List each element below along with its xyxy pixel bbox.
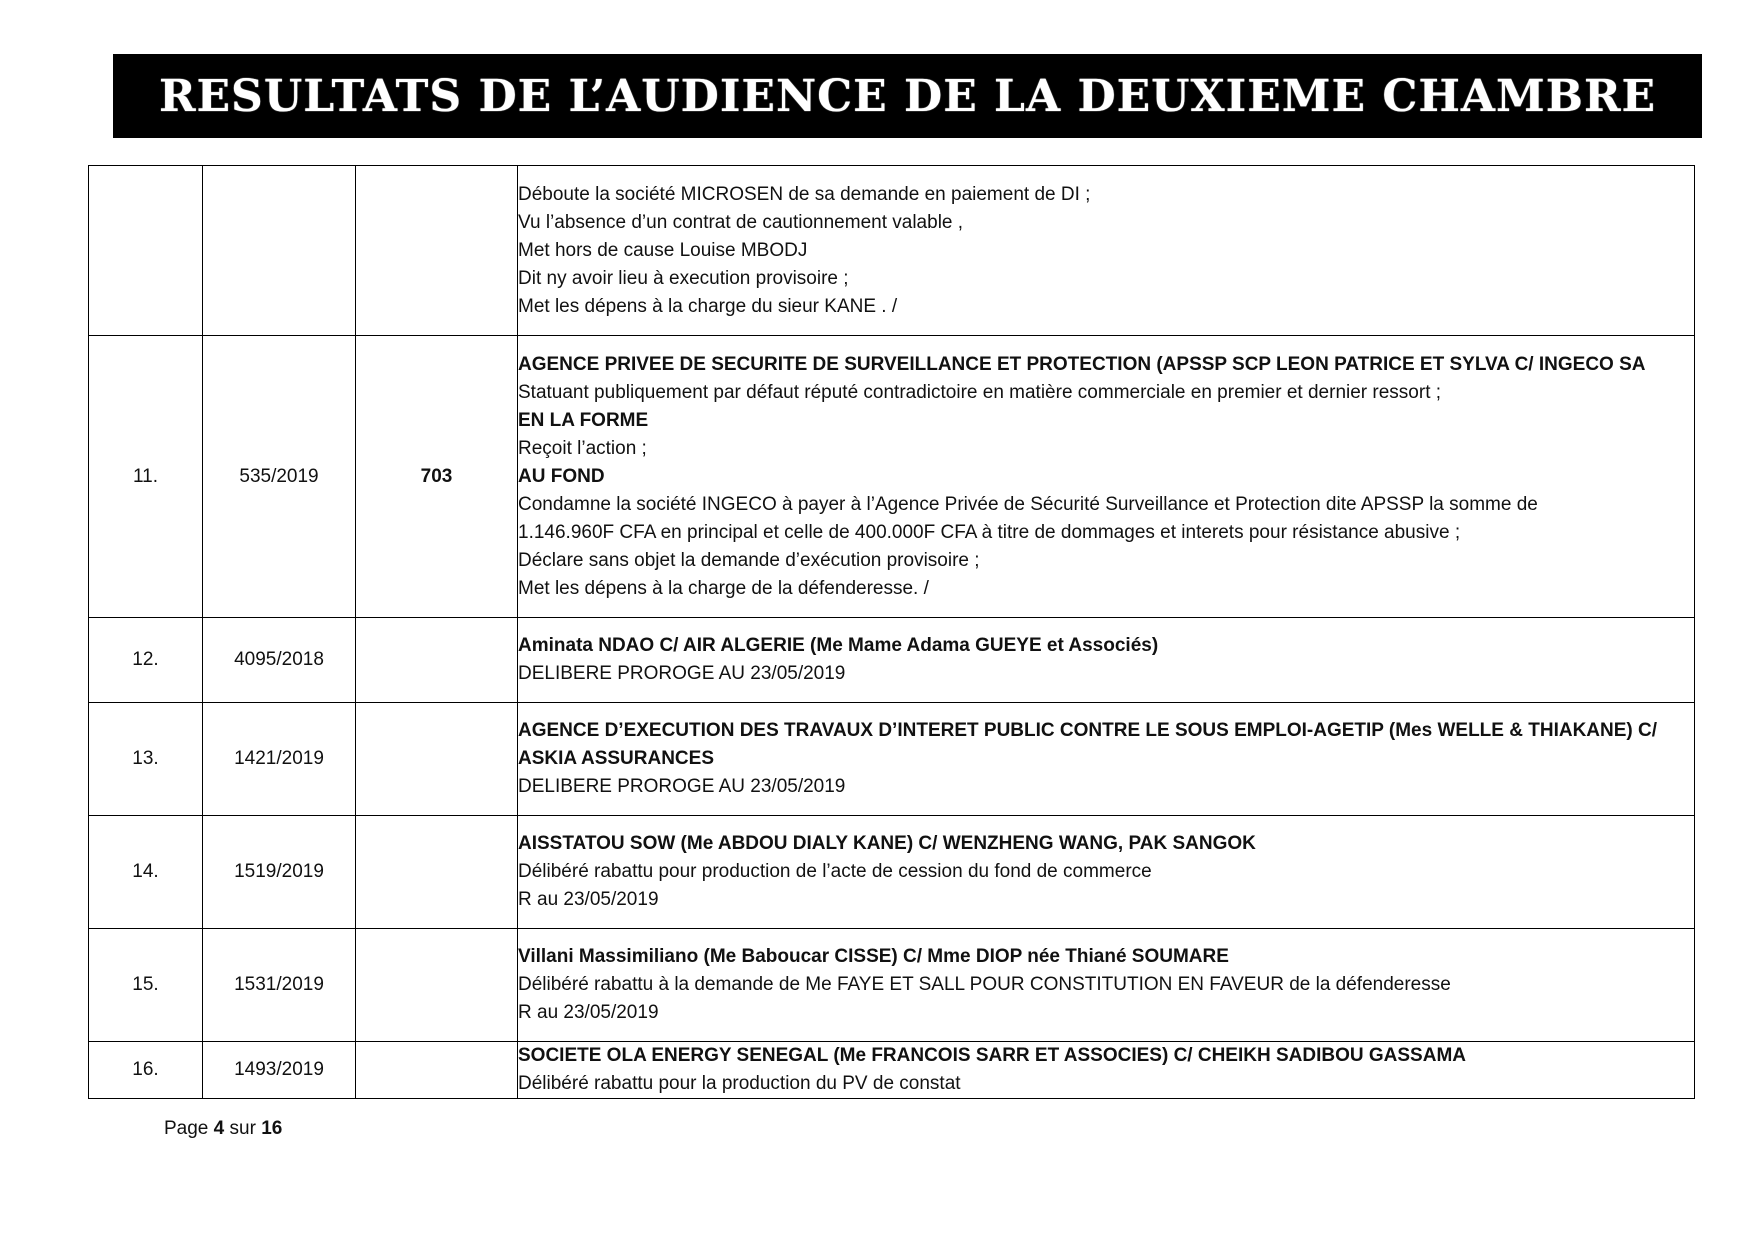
decision-number — [356, 929, 518, 1042]
detail-line: Reçoit l’action ; — [518, 437, 647, 459]
case-reference: 1531/2019 — [203, 929, 356, 1042]
results-table — [88, 165, 1695, 1099]
page-title: RESULTATS DE L’AUDIENCE DE LA DEUXIEME CHAMBRE — [158, 70, 1657, 122]
case-details — [518, 816, 1695, 929]
case-parties: ASKIA ASSURANCES — [518, 748, 715, 769]
row-number: 12. — [89, 618, 203, 703]
row-number — [89, 166, 203, 336]
title-banner — [113, 54, 1702, 138]
detail-line: DELIBERE PROROGE AU 23/05/2019 — [518, 776, 846, 797]
table-row — [89, 166, 1695, 336]
detail-line: Dit ny avoir lieu à execution provisoire ; — [518, 267, 849, 289]
detail-line: Délibéré rabattu pour production de l’acte de cession du fond de commerce — [518, 861, 1152, 882]
decision-number — [356, 166, 518, 336]
case-reference: 535/2019 — [203, 336, 356, 618]
table-row — [89, 1042, 1695, 1099]
case-details — [518, 336, 1695, 618]
detail-line: 1.146.960F CFA en principal et celle de 400.000F CFA à titre de dommages et interets pour résistance abusive ; — [518, 521, 1461, 543]
page-prefix: Page — [164, 1118, 209, 1139]
detail-line: Délibéré rabattu pour la production du PV de constat — [518, 1073, 961, 1094]
case-parties: AGENCE D’EXECUTION DES TRAVAUX D’INTERET PUBLIC CONTRE LE SOUS EMPLOI-AGETIP (Mes WELLE & THIAKANE) C/ — [518, 720, 1658, 741]
case-parties: Aminata NDAO C/ AIR ALGERIE (Me Mame Adama GUEYE et Associés) — [518, 635, 1159, 656]
section-heading: EN LA FORME — [518, 409, 649, 431]
case-reference: 4095/2018 — [203, 618, 356, 703]
detail-line: Met hors de cause Louise MBODJ — [518, 239, 808, 261]
current-page: 4 — [213, 1118, 225, 1139]
detail-line: Vu l’absence d’un contrat de cautionnement valable , — [518, 211, 964, 233]
detail-line: Déboute la société MICROSEN de sa demande en paiement de DI ; — [518, 183, 1091, 205]
page-number — [164, 1118, 282, 1140]
case-parties: AGENCE PRIVEE DE SECURITE DE SURVEILLANCE ET PROTECTION (APSSP SCP LEON PATRICE ET SYLVA C/ INGECO SA — [518, 353, 1646, 375]
case-parties: AISSTATOU SOW (Me ABDOU DIALY KANE) C/ WENZHENG WANG, PAK SANGOK — [518, 833, 1256, 854]
table-row — [89, 336, 1695, 618]
detail-line: Déclare sans objet la demande d’exécution provisoire ; — [518, 549, 980, 571]
case-details — [518, 618, 1695, 703]
case-parties: SOCIETE OLA ENERGY SENEGAL (Me FRANCOIS SARR ET ASSOCIES) C/ CHEIKH SADIBOU GASSAMA — [518, 1045, 1466, 1066]
table-row — [89, 929, 1695, 1042]
row-number: 11. — [89, 336, 203, 618]
case-reference — [203, 166, 356, 336]
detail-line: Condamne la société INGECO à payer à l’Agence Privée de Sécurité Surveillance et Protection dite APSSP la somme de — [518, 493, 1538, 515]
detail-line: DELIBERE PROROGE AU 23/05/2019 — [518, 663, 846, 684]
decision-number — [356, 618, 518, 703]
case-details — [518, 703, 1695, 816]
page-separator: sur — [229, 1118, 256, 1139]
case-parties: Villani Massimiliano (Me Baboucar CISSE) C/ Mme DIOP née Thiané SOUMARE — [518, 946, 1229, 967]
row-number: 15. — [89, 929, 203, 1042]
row-number: 14. — [89, 816, 203, 929]
detail-line: Met les dépens à la charge de la défenderesse. / — [518, 577, 929, 599]
case-details — [518, 929, 1695, 1042]
decision-number — [356, 703, 518, 816]
case-reference: 1519/2019 — [203, 816, 356, 929]
case-details — [518, 1042, 1695, 1099]
decision-number: 703 — [356, 336, 518, 618]
detail-line: R au 23/05/2019 — [518, 889, 659, 910]
detail-line: R au 23/05/2019 — [518, 1002, 659, 1023]
detail-line: Délibéré rabattu à la demande de Me FAYE ET SALL POUR CONSTITUTION EN FAVEUR de la défenderesse — [518, 974, 1451, 995]
section-heading: AU FOND — [518, 465, 605, 487]
case-reference: 1493/2019 — [203, 1042, 356, 1099]
decision-number — [356, 1042, 518, 1099]
case-details — [518, 166, 1695, 336]
detail-line: Met les dépens à la charge du sieur KANE . / — [518, 295, 898, 317]
row-number: 13. — [89, 703, 203, 816]
total-pages: 16 — [261, 1118, 283, 1139]
decision-number — [356, 816, 518, 929]
detail-line: Statuant publiquement par défaut réputé contradictoire en matière commerciale en premier et dernier ressort ; — [518, 381, 1442, 403]
row-number: 16. — [89, 1042, 203, 1099]
case-reference: 1421/2019 — [203, 703, 356, 816]
table-row — [89, 703, 1695, 816]
table-row — [89, 816, 1695, 929]
table-row — [89, 618, 1695, 703]
